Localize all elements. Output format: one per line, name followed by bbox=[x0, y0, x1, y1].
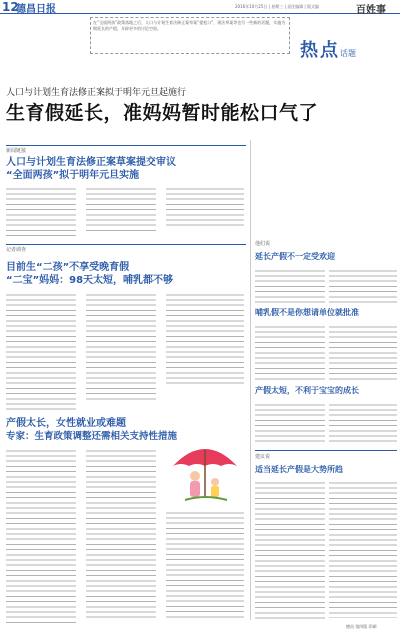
survey-title-1: 目前生“二孩”不享受晚育假 bbox=[6, 262, 130, 273]
right4-body-col1 bbox=[255, 480, 325, 620]
section-name: 百姓事 bbox=[356, 5, 386, 16]
page-number: 12 bbox=[2, 0, 19, 14]
reporter-tag: 记者调查 bbox=[6, 247, 27, 253]
right-title-4: 适当延长产假是大势所趋 bbox=[255, 465, 343, 474]
law-body-col3 bbox=[166, 186, 244, 228]
law-title-1: 人口与计划生育法修正案草案提交审议 bbox=[6, 157, 176, 168]
date-info: 2016年10月25日 | 星期三 | 责任编辑 | 版式编 bbox=[235, 4, 320, 9]
lead-kicker: 人口与计划生育法修正案拟于明年元旦起施行 bbox=[6, 88, 187, 98]
right2-body-col2 bbox=[329, 324, 397, 382]
divider bbox=[255, 450, 397, 451]
right4-body-col2 bbox=[329, 480, 397, 618]
right3-body-col1 bbox=[255, 402, 325, 444]
survey-body-col3 bbox=[166, 292, 244, 387]
employment-body-col1 bbox=[6, 448, 76, 623]
news-link-tag: 新闻链接 bbox=[6, 148, 27, 154]
survey-body-col2 bbox=[86, 292, 156, 402]
divider bbox=[6, 145, 246, 146]
viewpoint-tag: 他们说 bbox=[255, 241, 271, 247]
suggest-tag: 建议说 bbox=[255, 454, 271, 460]
law-title-2: “全面两孩”拟于明年元旦实施 bbox=[6, 170, 140, 181]
right-title-1: 延长产假不一定受欢迎 bbox=[255, 252, 335, 261]
hot-topic-subtitle: 话题 bbox=[340, 49, 356, 58]
right1-body-col1 bbox=[255, 268, 325, 304]
masthead-bar bbox=[0, 0, 400, 14]
law-body-col1 bbox=[6, 186, 76, 238]
right3-body-col2 bbox=[329, 402, 397, 444]
umbrella-family-illustration bbox=[165, 436, 245, 504]
right-title-2: 哺乳假不是你想请单位就批准 bbox=[255, 308, 359, 317]
divider bbox=[6, 244, 246, 245]
footer-credit: 德昌 第四版 印刷 bbox=[346, 624, 377, 629]
column-divider bbox=[250, 140, 251, 620]
employment-title-2: 专家：生育政策调整还需相关支持性措施 bbox=[6, 431, 178, 442]
survey-body-col1 bbox=[6, 292, 76, 410]
intro-box: 在“全面两孩”政策落地之后，人口与计划生育法修正案草案“提松口”，刑法草案等也写一些新的话题，实施为期延长的产假，开辟更多的讨论空间。 bbox=[90, 17, 290, 54]
newspaper-name: 德昌日报 bbox=[16, 4, 56, 15]
right2-body-col1 bbox=[255, 324, 325, 382]
employment-title-1: 产假太长，女性就业或难题 bbox=[6, 418, 126, 429]
lead-headline: 生育假延长，准妈妈暂时能松口气了 bbox=[6, 102, 319, 124]
right-title-3: 产假太短，不利于宝宝的成长 bbox=[255, 386, 359, 395]
right1-body-col2 bbox=[329, 268, 397, 304]
hot-topic-title: 热点 bbox=[300, 40, 340, 61]
employment-body-col2 bbox=[86, 448, 156, 618]
employment-body-col3 bbox=[166, 510, 244, 620]
law-body-col2 bbox=[86, 186, 156, 233]
survey-title-2: “二宝”妈妈：98天太短，哺乳都不够 bbox=[6, 275, 174, 286]
